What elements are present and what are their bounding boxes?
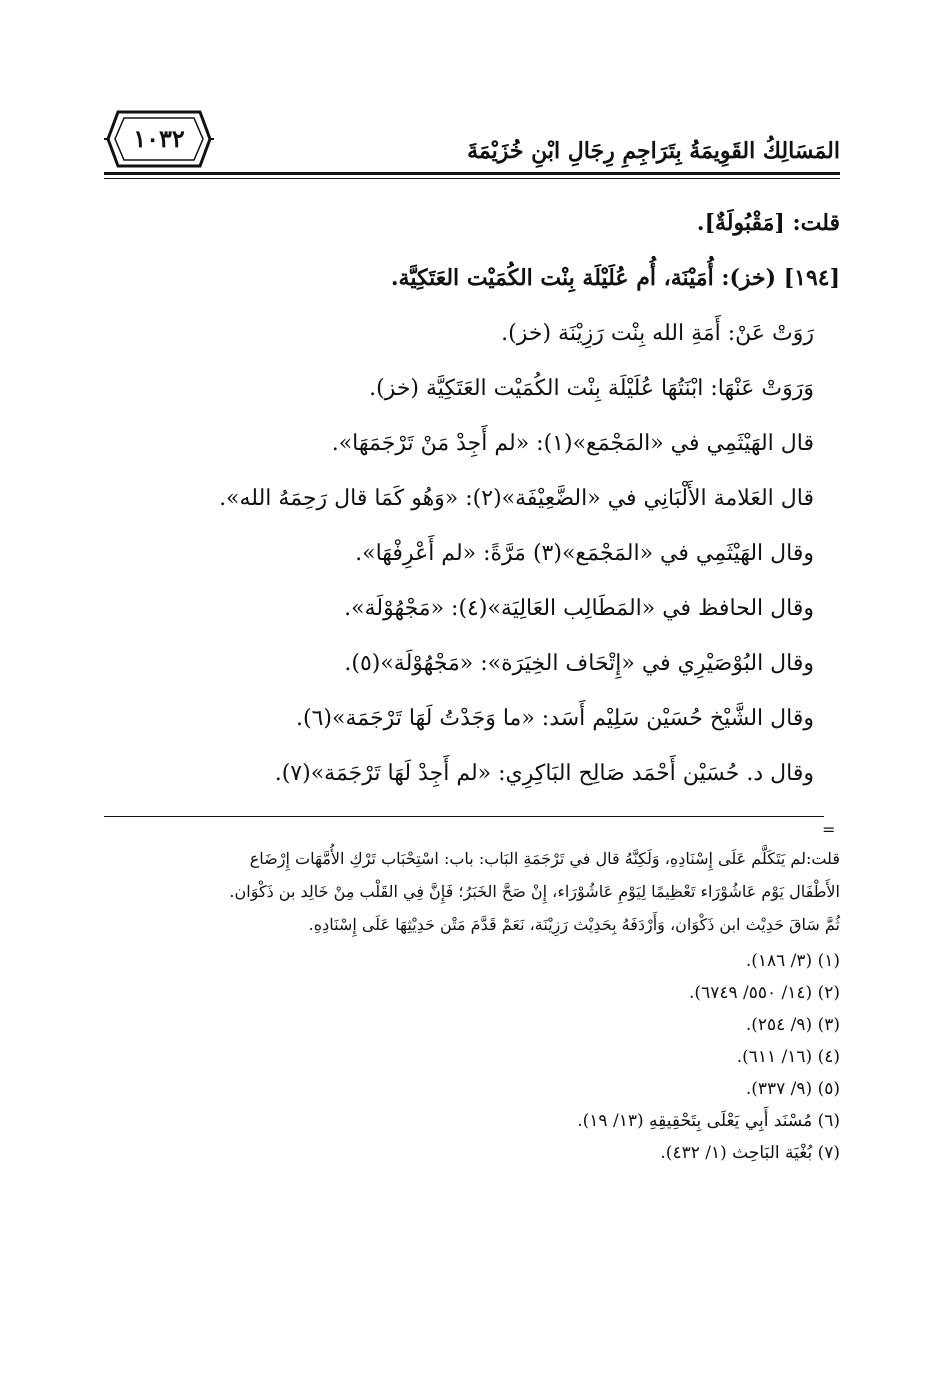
running-title: المَسَالِكُ القَوِيمَةُ بِتَرَاجِمِ رِجَالِ ابْنِ خُزَيْمَةَ [467,138,840,164]
page-header [104,100,840,180]
footnote-item: (٢) (١٤/ ٥٥٠/ ٦٧٤٩). [689,983,840,1003]
footnote-item: (١) (٣/ ١٨٦). [745,951,840,971]
footnote-list [104,945,840,1169]
text-line: وقال الهَيْثَمِي في «المَجْمَع»(٣) مَرَّةً: «لم أَعْرِفْهَا». [355,541,814,566]
text-line: وقال الحافظ في «المَطَالِب العَالِيَة»(٤): «مَجْهُوْلَة». [344,596,814,621]
text-line: قال العَلامة الأَلْبَانِي في «الضَّعِيْفَة»(٢): «وَهُو كَمَا قال رَحِمَهُ الله». [219,486,814,511]
header-rule-thin [104,178,840,179]
footnote-item: (٦) مُسْنَد أَبِي يَعْلَى بِتَحْقِيقِهِ (١٣/ ١٩). [577,1111,840,1131]
page-number-badge [104,106,214,172]
entry-number: [١٩٤] [783,265,840,291]
text-line: وقال د. حُسَيْن أَحْمَد صَالِح البَاكِرِي: «لم أَجِدْ لَهَا تَرْجَمَة»(٧). [274,761,814,786]
text-line: وَرَوَتْ عَنْهَا: ابْنَتُهَا عُلَيْلَة بِنْت الكُمَيْت العَتَكِيَّة (خز). [369,376,814,401]
entry-title: (خز): أُمَيْنَة، أُم عُلَيْلَة بِنْت الكُمَيْت العَتَكِيَّة. [390,265,777,291]
footnote-continuation-line: الأَطْفَال يَوْم عَاشُوْرَاء تَعْظِيمًا لِيَوْمِ عَاشُوْرَاء، إِنْ صَحَّ الخَبَرُ؛ فَإِنَّ فِي القَلْب مِنْ خَالِد بن ذَكْوَان. [229,882,840,901]
footnote-item: (٣) (٩/ ٢٥٤). [745,1015,840,1035]
text-line: رَوَتْ عَنْ: أَمَةِ الله بِنْت رَزِيْنَة (خز). [501,321,814,346]
previous-verdict: قلت: [مَقْبُولَةٌ]. [696,210,840,236]
footnote-item: (٥) (٩/ ٣٣٧). [745,1079,840,1099]
footnotes [104,842,840,1169]
footnote-separator [104,816,824,817]
page-number: ١٠٣٢ [133,124,185,153]
footnote-item: (٤) (١٦/ ٦١١). [736,1047,840,1067]
main-text [104,196,840,801]
footnote-item: (٧) بُغْيَة البَاحِث (١/ ٤٣٢). [660,1143,840,1163]
header-rule-thick [104,172,840,175]
footnote-continuation-line: ثُمَّ سَاقَ حَدِيْث ابن ذَكْوَان، وَأَرْدَفَهُ بِحَدِيْث رَزِيْنَة، نَعَمْ قَدَّمَ مَتْن حَدِيْثِهَا عَلَى إِسْنَادِهِ. [308,915,840,934]
text-line: وقال البُوْصَيْرِي في «إِتْحَاف الخِيَرَة»: «مَجْهُوْلَة»(٥). [344,651,814,676]
footnote-continuation-line: قلت:لم يَتَكَلَّم عَلَى إِسْنَادِهِ، وَلَكِنَّهُ قال في تَرْجَمَةِ البَاب: باب: اسْتِحْبَاب تَرْكِ الأُمَّهَات إِرْضَاع [249,849,840,868]
text-line: قال الهَيْثَمِي في «المَجْمَع»(١): «لم أَجِدْ مَنْ تَرْجَمَهَا». [331,431,814,456]
continuation-mark: = [822,820,836,839]
entry-heading [104,251,840,306]
text-line: وقال الشَّيْخ حُسَيْن سَلِيْم أَسَد: «ما وَجَدْتُ لَهَا تَرْجَمَة»(٦). [296,706,814,731]
